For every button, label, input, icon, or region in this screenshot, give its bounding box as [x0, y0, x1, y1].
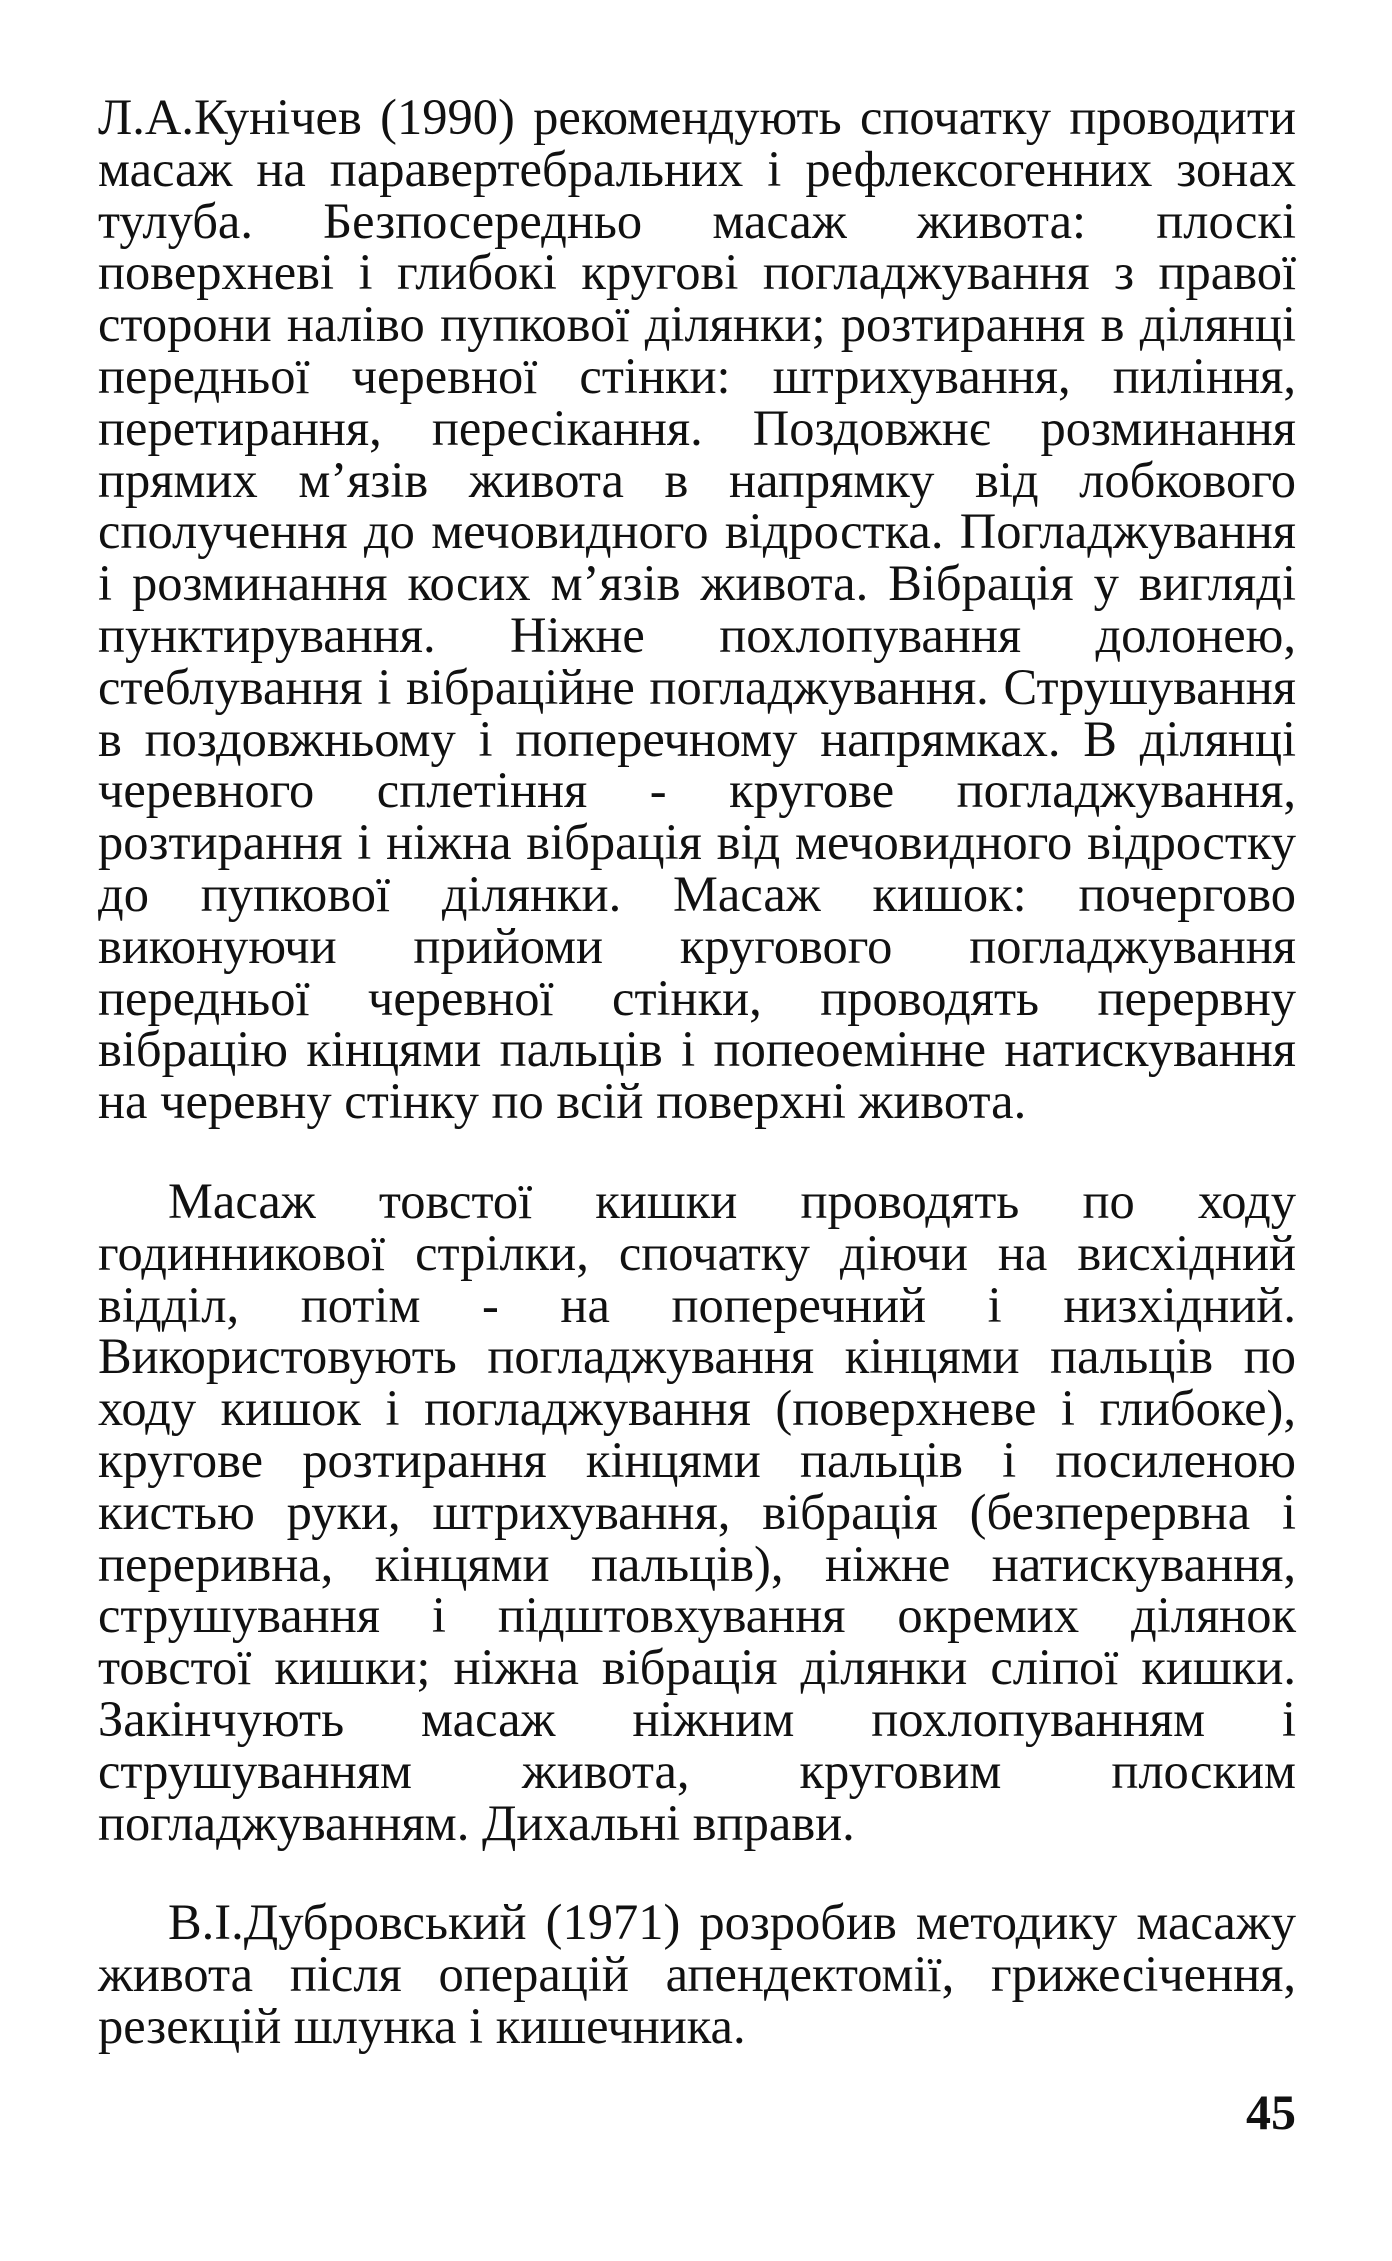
page-body: [98, 89, 1296, 2054]
page-number: 45: [1246, 2084, 1296, 2140]
paragraph-kunichev: Л.А.Кунічев (1990) рекомендують спочатку проводити масаж на паравертебральних і рефлексогенних зонах тулуба. Безпосередньо масаж живота: плоскі поверхневі і глибокі кругові погладжування з правої сторони наліво пупкової ділянки; розтирання в ділянці передньої черевної стінки: штрихування, пиління, перетирання, пересікання. Поздовжнє розминання прямих м’язів живота в напрямку від лобкового сполучення до мечовидного відростка. Погладжування і розминання косих м’язів живота. Вібрація у вигляді пунктирування. Ніжне похлопування долонею, стеблування і вібраційне погладжування. Струшування в поздовжньому і поперечному напрямках. В ділянці черевного сплетіння - кругове погладжування, розтирання і ніжна вібрація від мечовидного відростку до пупкової ділянки. Масаж кишок: почергово виконуючи прийоми кругового погладжування передньої черевної стінки, проводять перервну вібрацію кінцями пальців і попеоемінне натискування на черевну стінку по всій поверхні живота.: [98, 89, 1296, 1130]
paragraph-dubrovsky: В.І.Дубровський (1971) розробив методику масажу живота після операцій апендектомії, грижесічення, резекцій шлунка і кишечника.: [98, 1894, 1296, 2054]
paragraph-colon-massage: Масаж товстої кишки проводять по ходу годинникової стрілки, спочатку діючи на висхідний відділ, потім - на поперечний і низхідний. Використовують погладжування кінцями пальців по ходу кишок і погладжування (поверхневе і глибоке), кругове розтирання кінцями пальців і посиленою кистью руки, штрихування, вібрація (безперервна і переривна, кінцями пальців), ніжне натискування, струшування і підштовхування окремих ділянок товстої кишки; ніжна вібрація ділянки сліпої кишки. Закінчують масаж ніжним похлопуванням і струшуванням живота, круговим плоским погладжуванням. Дихальні вправи.: [98, 1172, 1296, 1851]
